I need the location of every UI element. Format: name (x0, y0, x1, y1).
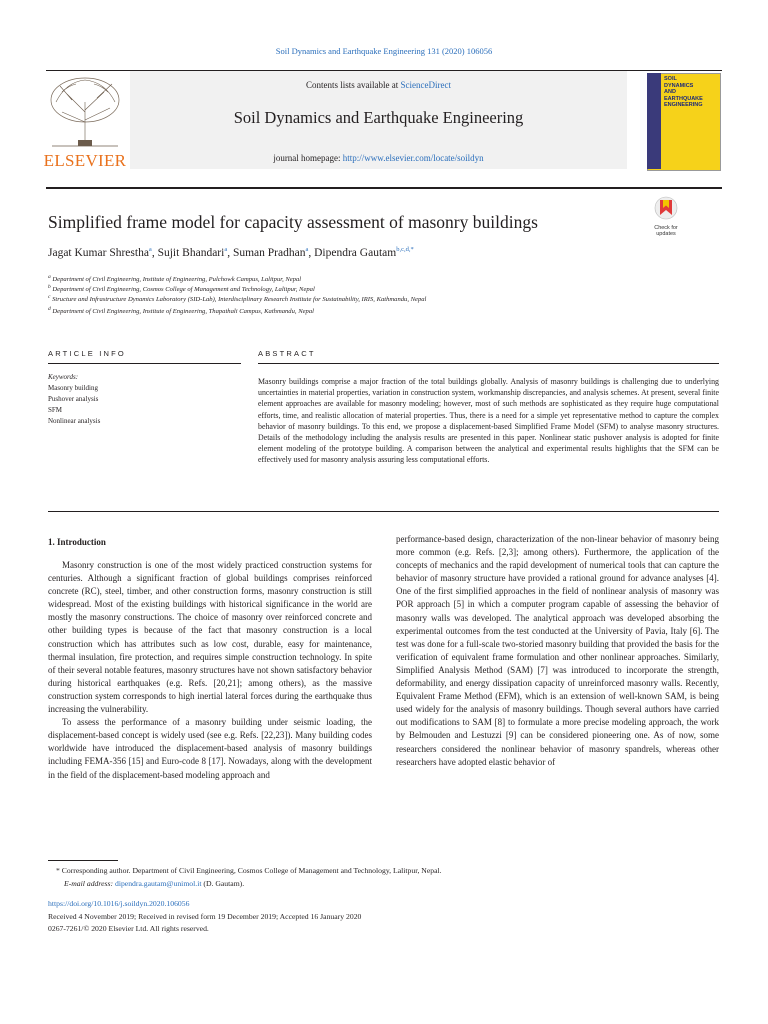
homepage-link[interactable]: http://www.elsevier.com/locate/soildyn (342, 153, 484, 163)
email-line (64, 879, 244, 888)
keyword-item[interactable]: Nonlinear analysis (48, 417, 101, 425)
email-suffix: (D. Gautam). (201, 879, 245, 888)
header-bottom-rule (46, 187, 722, 189)
bookmark-icon (646, 196, 686, 220)
article-info-rule (48, 363, 241, 364)
homepage-line (130, 153, 627, 163)
keywords-label: Keywords: (48, 373, 79, 381)
author-affiliation-sup[interactable]: a (224, 246, 228, 253)
abstract-bottom-rule (48, 511, 719, 512)
author-list: Jagat Kumar Shrestha$^a$, Sujit Bhandari$^a$, Suman Pradhan$^a$, Dipendra Gautam$^{b,c,d,*}$ (48, 246, 414, 259)
keyword-item[interactable]: SFM (48, 406, 63, 414)
journal-title: Soil Dynamics and Earthquake Engineering (233, 108, 524, 127)
sciencedirect-link[interactable]: ScienceDirect (400, 80, 451, 90)
body-column-left (48, 559, 372, 782)
contents-prefix: Contents lists available at (306, 80, 401, 90)
elsevier-wordmark[interactable]: ELSEVIER (43, 151, 127, 170)
received-dates: Received 4 November 2019; Received in revised form 19 December 2019; Accepted 16 January 2020 (48, 912, 362, 921)
email-label: E-mail address: (64, 879, 115, 888)
keyword-item[interactable]: Pushover analysis (48, 395, 99, 403)
author-affiliation-sup[interactable]: b,c,d,* (396, 246, 414, 253)
affiliation: $^a$ Department of Civil Engineering, Institute of Engineering, Pulchowk Campus, Lalitpur, Nepal (48, 274, 302, 284)
badge-text-1: Check for (654, 225, 678, 231)
contents-line (130, 80, 627, 90)
check-for-updates-badge[interactable] (646, 196, 686, 236)
body-paragraph: performance-based design, characterization of the non-linear behavior of masonry being more common (e.g. Refs. [2,3]; among others). Furthermore, the application of the concepts of mechanics and the rapid development of numerical tools that can capture the behavior of masonry structure have provided a rational ground for advance analyses [4]. One of the first simplified approaches in the field of nonlinear analysis of masonry was POR approach [5] in which a computer program capable of assessing the behavior of masonry walls was developed. The analytical approach was developed absorbing the experimental outcomes from the test conducted at the University of Pavia, Italy [6]. The test was done for a full-scale two-storied masonry building that provided the basis for the verification of equivalent frame formulation and other nonlinear approaches. Similarly, Simplified Analysis Method (SAM) [7] was introduced to incorporate the strength, deformability, and energy dissipation capacity of unreinforced masonry walls. Recently, Equivalent Frame Method (EFM), which is an extension of well-known SAM, is being used widely for the analysis of masonry buildings. Though several authors have carried out modifications to SAM [8] to formulate a more precise modeling approach, the work by Belmouden and Lestuzzi [9] can be considered pioneering one. As of now, some researchers considered the nonlinear behavior of masonry spandrels, whereas other researchers have adopted elastic behavior of (396, 534, 719, 767)
article-info-heading: ARTICLE INFO (48, 349, 126, 358)
abstract-rule (258, 363, 719, 364)
article-title: Simplified frame model for capacity assessment of masonry buildings (48, 212, 538, 232)
badge-text-2: updates (656, 231, 676, 237)
doi-line (48, 899, 189, 908)
author-name[interactable]: Jagat Kumar Shrestha (48, 246, 149, 259)
body-paragraph: Masonry construction is one of the most widely practiced construction systems for centuries. Although a significant fraction of global buildings comprises reinforced concrete (RC), steel, timber, and other construction forms, masonry construction is still widespread. Most of the existing buildings with historical significance in the world are mostly the masonry constructions. The choice of masonry over reinforced concrete and other building types is because of the fact that masonry construction is a local construction which has attributes such as low cost, durable, easy for maintenance, thermal insulation, fire protection, and requires simple construction technology. In spite of their several notable features, masonry structures have not shown satisfactory behavior during historical earthquakes (e.g. Refs. [20,21]; among others), as the massive construction system corresponds to high inertial lateral forces during the earthquake thus increasing the vulnerability. (48, 560, 372, 715)
journal-cover-band (647, 73, 661, 169)
author-name[interactable]: Sujit Bhandari (157, 246, 225, 259)
journal-cover-title: SOIL DYNAMICS AND EARTHQUAKE ENGINEERING (664, 76, 703, 108)
author-name[interactable]: Dipendra Gautam (314, 246, 397, 259)
affiliation: $^c$ Structure and Infrastructure Dynamics Laboratory (SID-Lab), Interdisciplinary Research Institute for Sustainability, IRIS, Kathmandu, Nepal (48, 294, 427, 304)
doi-link[interactable]: https://doi.org/10.1016/j.soildyn.2020.106056 (48, 899, 190, 908)
author-affiliation-sup[interactable]: a (148, 246, 152, 253)
abstract-text: Masonry buildings comprise a major fraction of the total buildings globally. Analysis of masonry buildings is challenging due to underlying uncertainties in material properties, variation in construction system, workmanship discrepancies, and analysis schemes. At present, several finite element approaches are available for masonry modeling; however, most of such methods are sophisticated as they require huge computational efforts, time, and realistic allocation of material properties. Thus, there is a need for a simple yet representative method to capture the complex behavior of masonry buildings. To this end, we propose a displacement-based Simplified Frame Model (SFM) to analyse masonry structures. Details of the methodology including the analysis results are presented in this paper. Nonlinear static pushover analysis is adopted for finite element modeling of the prototype building. A comparison between the analytical and experimental results highlights that the SFM can be effectively used for masonry analysis assuring less computational efforts. (258, 377, 719, 465)
body-column-right (396, 533, 719, 769)
copyright-line: 0267-7261/© 2020 Elsevier Ltd. All rights reserved. (48, 924, 209, 933)
corresponding-author-note: * Corresponding author. Department of Civil Engineering, Cosmos College of Management and Technology, Lalitpur, Nepal. (56, 866, 442, 875)
journal-citation[interactable]: Soil Dynamics and Earthquake Engineering 131 (2020) 106056 (275, 46, 493, 56)
footnote-rule (48, 860, 118, 861)
homepage-prefix: journal homepage: (273, 153, 343, 163)
email-link[interactable]: dipendra.gautam@unimol.it (114, 879, 202, 888)
author-name[interactable]: Suman Pradhan (232, 246, 306, 259)
keyword-item[interactable]: Masonry building (48, 384, 98, 392)
author-affiliation-sup[interactable]: a (305, 246, 309, 253)
body-paragraph: To assess the performance of a masonry building under seismic loading, the displacement-based concept is widely used (see e.g. Refs. [22,23]). Many building codes worldwide have introduced the displacement-based analysis of masonry buildings including FEMA-356 [15] and Euro-code 8 [17]. Nowadays, along with the development in the field of the displacement-based modeling approach and (48, 717, 372, 780)
affiliation: $^b$ Department of Civil Engineering, Cosmos College of Management and Technology, Lalitpur, Nepal (48, 284, 315, 294)
section-heading-introduction: 1. Introduction (48, 537, 106, 547)
abstract-heading: ABSTRACT (258, 349, 316, 358)
affiliation: $^d$ Department of Civil Engineering, Institute of Engineering, Thapathali Campus, Kathmandu, Nepal (48, 306, 314, 316)
